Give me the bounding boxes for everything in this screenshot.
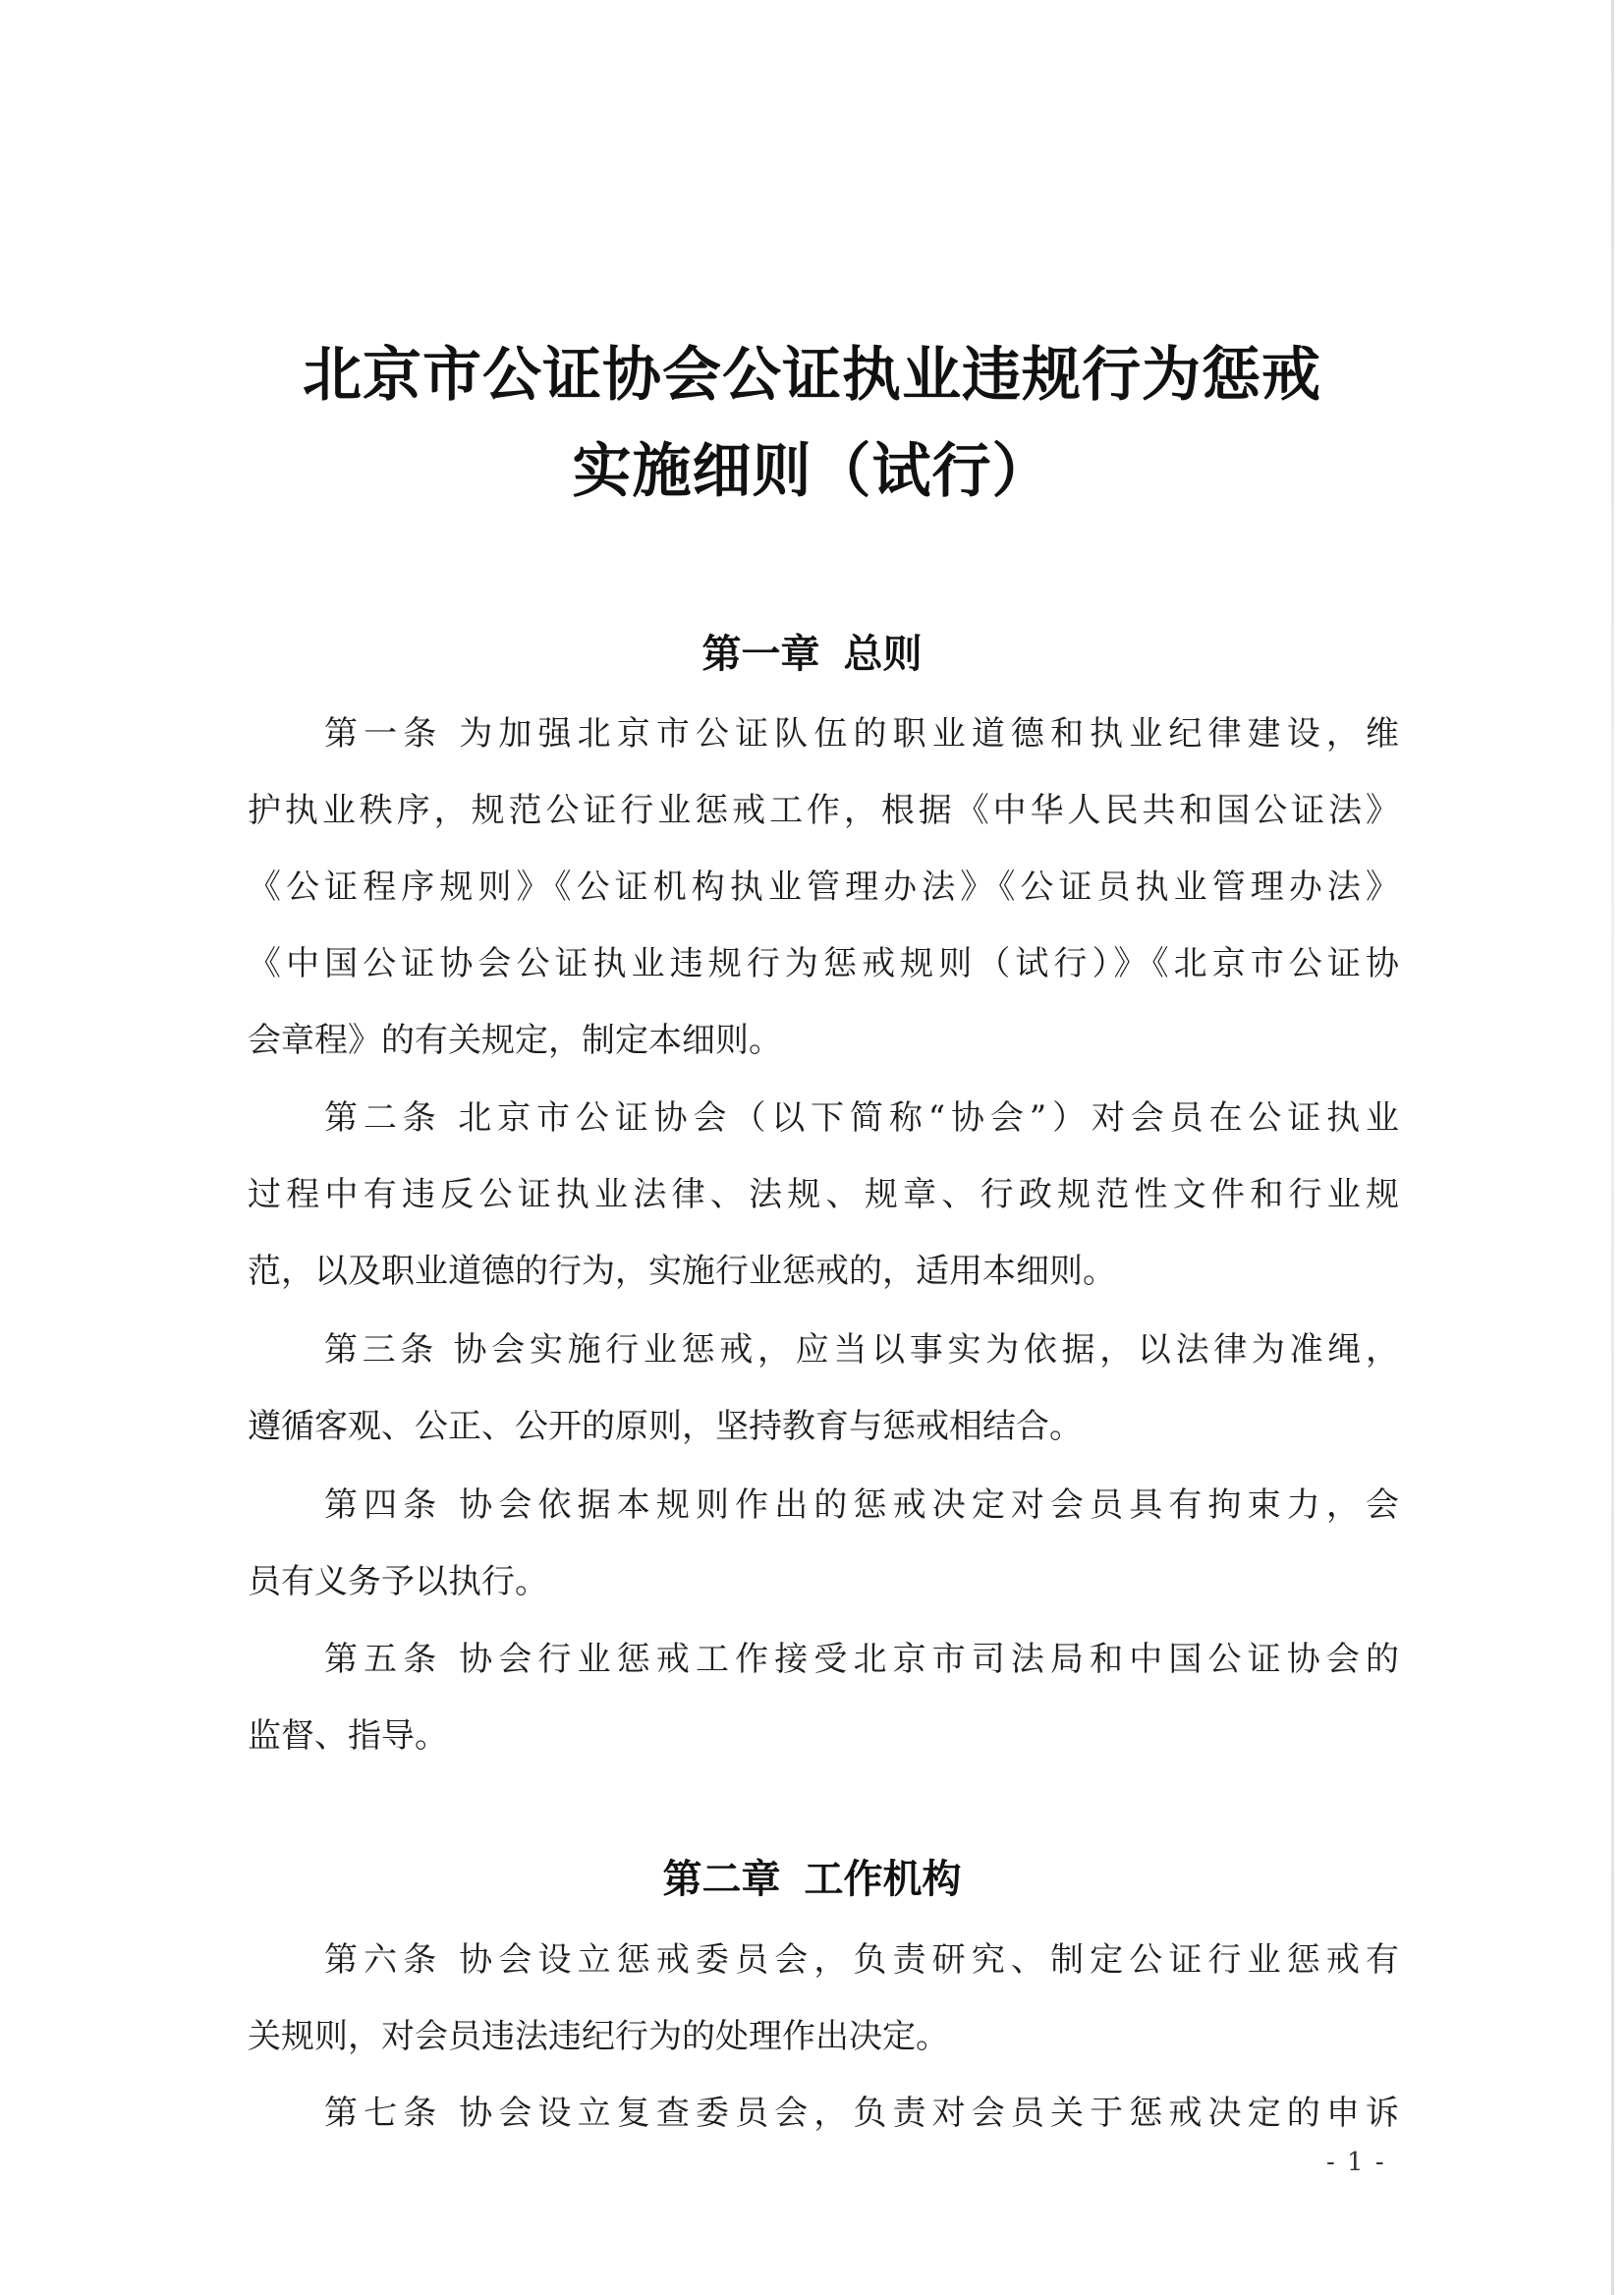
- article-7-line-1: 第七条 协会设立复查委员会，负责对会员关于惩戒决定的申诉: [324, 2094, 1399, 2133]
- article-1-line-2: 护执业秩序，规范公证行业惩戒工作，根据《中华人民共和国公证法》: [248, 791, 1399, 830]
- article-1-line-5: 会章程》的有关规定，制定本细则。: [248, 1021, 782, 1060]
- document-title-line-2: 实施细则（试行）: [572, 437, 1052, 506]
- article-4-line-2: 员有义务予以执行。: [248, 1562, 548, 1601]
- scan-edge-shadow: [1611, 0, 1614, 2295]
- article-3-line-2: 遵循客观、公正、公开的原则，坚持教育与惩戒相结合。: [248, 1407, 1083, 1446]
- article-6-line-1: 第六条 协会设立惩戒委员会，负责研究、制定公证行业惩戒有: [324, 1940, 1399, 1980]
- chapter-name: 工作机构: [804, 1857, 962, 1902]
- article-2-line-2: 过程中有违反公证执业法律、法规、规章、行政规范性文件和行业规: [248, 1175, 1399, 1214]
- chapter-heading-1: [0, 632, 1624, 677]
- chapter-number: 第二章: [662, 1857, 781, 1902]
- article-2-line-3: 范，以及职业道德的行为，实施行业惩戒的，适用本细则。: [248, 1252, 1116, 1291]
- article-5-line-1: 第五条 协会行业惩戒工作接受北京市司法局和中国公证协会的: [324, 1640, 1399, 1679]
- article-4-line-1: 第四条 协会依据本规则作出的惩戒决定对会员具有拘束力，会: [324, 1485, 1399, 1525]
- article-3-line-1: 第三条 协会实施行业惩戒，应当以事实为依据，以法律为准绳，: [324, 1330, 1399, 1370]
- chapter-heading-2: [0, 1857, 1624, 1902]
- article-2-line-1: 第二条 北京市公证协会（以下简称“协会”）对会员在公证执业: [324, 1098, 1399, 1138]
- article-1-line-4: 《中国公证协会公证执业违规行为惩戒规则（试行）》《北京市公证协: [248, 944, 1399, 983]
- article-1-line-1: 第一条 为加强北京市公证队伍的职业道德和执业纪律建设，维: [324, 714, 1399, 754]
- chapter-name: 总则: [843, 632, 923, 677]
- article-1-line-3: 《公证程序规则》《公证机构执业管理办法》《公证员执业管理办法》: [248, 868, 1399, 907]
- page-number: - 1 -: [1326, 2148, 1386, 2177]
- article-6-line-2: 关规则，对会员违法违纪行为的处理作出决定。: [248, 2017, 949, 2056]
- document-title-line-1: 北京市公证协会公证执业违规行为惩戒: [303, 341, 1321, 410]
- chapter-number: 第一章: [701, 632, 820, 677]
- article-5-line-2: 监督、指导。: [248, 1716, 448, 1756]
